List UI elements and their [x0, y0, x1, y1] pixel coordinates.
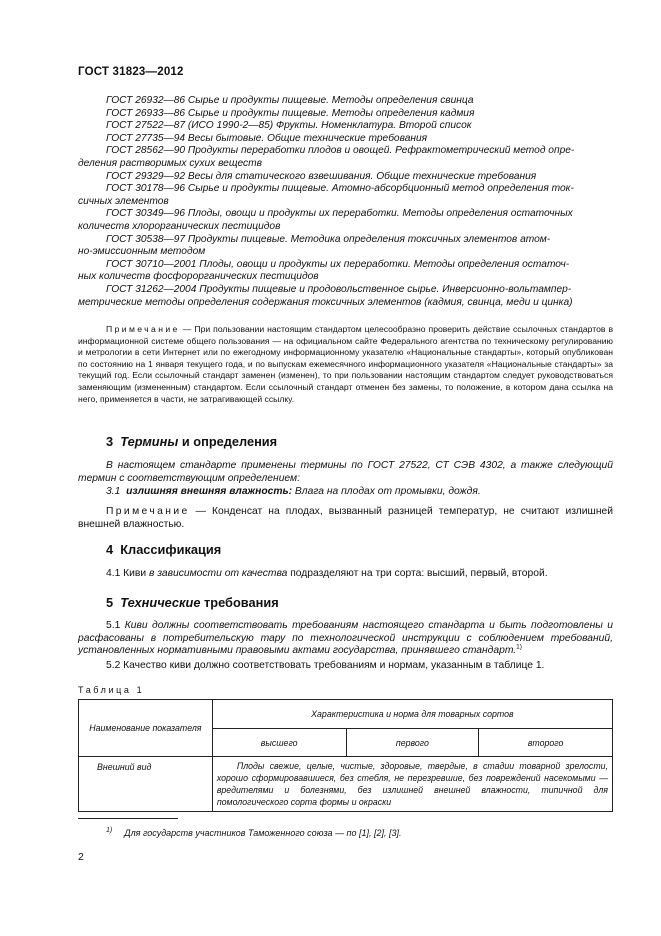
table-header-grade: высшего — [212, 729, 346, 757]
table-header-group: Характеристика и норма для товарных сортов — [212, 700, 612, 729]
reference-item-continuation: метрические методы определения содержания токсичных элементов (кадмия, свинца, меди и цинка) — [78, 296, 573, 308]
term-definition: 3.1 излишняя внешняя влажность: Влага на плодах от промывки, дождя. — [106, 486, 481, 497]
reference-item-continuation: сичных элементов — [78, 195, 169, 207]
section-3-intro: В настоящем стандарте применены термины по ГОСТ 27522, СТ СЭВ 4302, а также следующий термин с соответствующим определением: — [78, 460, 613, 484]
normative-references-list — [78, 95, 613, 309]
reference-item: ГОСТ 28562—90 Продукты переработки плодов и овощей. Рефрактометрический метод опре- — [106, 145, 575, 157]
reference-item: ГОСТ 26933—86 Сырье и продукты пищевые. Методы определения кадмия — [106, 107, 475, 119]
note-text: — При пользовании настоящим стандартом целесообразно проверить действие ссылочных стандартов в информационной системе общего пользования — на официальном сайте Федерального агентства по техническому регулированию и метрологии в сети Интернет или по ежегодному информационному указателю «Национальные стандарты», который опубликован по состоянию на 1 января текущего года, и по выпускам ежемесячного информационного указателя «Национальные стандарты» за текущий год. Если ссылочный стандарт заменен (изменен), то при пользовании настоящим стандартом следует руководствоваться заменяющим (измененным) стандартом. Если ссылочный стандарт отменен без замены, то положение, в котором дана ссылка на него, применяется в части, не затрагивающей ссылку. — [78, 324, 614, 404]
reference-item: ГОСТ 30349—96 Плоды, овощи и продукты их переработки. Методы определения остаточных — [106, 208, 573, 220]
reference-item-continuation: деления растворимых сухих веществ — [78, 157, 262, 169]
reference-item: ГОСТ 26932—86 Сырье и продукты пищевые. Методы определения свинца — [106, 95, 474, 106]
references-note — [78, 324, 613, 405]
reference-item: ГОСТ 27522—87 (ИСО 1990-2—85) Фрукты. Номенклатура. Второй список — [106, 120, 472, 132]
reference-item: ГОСТ 31262—2004 Продукты пищевые и продовольственное сырье. Инверсионно-вольтампер- — [106, 283, 572, 295]
section-3-heading: 3 Термины и определения — [106, 434, 278, 449]
reference-item: ГОСТ 30538—97 Продукты пищевые. Методика определения токсичных элементов атом- — [106, 233, 551, 245]
table-header-indicator: Наименование показателя — [79, 700, 213, 757]
section-4-heading: 4 Классификация — [106, 542, 222, 557]
table-caption: Таблица 1 — [78, 685, 145, 695]
section-5-heading: 5 Технические требования — [106, 595, 279, 610]
footnote-divider — [78, 818, 178, 819]
document-header: ГОСТ 31823—2012 — [78, 66, 184, 78]
reference-item: ГОСТ 29329—92 Весы для статического взвешивания. Общие технические требования — [106, 170, 537, 182]
note-label: Примечание — [106, 324, 180, 334]
table-cell-value: Плоды свежие, целые, чистые, здоровые, твердые, в стадии товарной зрелости, хорошо сформировавшиеся, без стебля, не перезревшие, без повреждений насекомыми — вредителями и болезнями, без излишней внешней влажности, типичной для помологического сорта формы и окраски — [212, 757, 612, 812]
page-number: 2 — [78, 851, 84, 863]
section-5-paragraph-2: 5.2 Качество киви должно соответствовать требованиям и нормам, указанным в таблице 1. — [106, 660, 545, 671]
reference-item: ГОСТ 30710—2001 Плоды, овощи и продукты их переработки. Методы определения остаточ- — [106, 258, 570, 270]
reference-item-continuation: но-эмиссионным методом — [78, 246, 206, 258]
reference-item: ГОСТ 30178—96 Сырье и продукты пищевые. Атомно-абсорбционный метод определения ток- — [106, 183, 574, 195]
table-row — [79, 757, 613, 812]
table-1 — [78, 699, 613, 812]
section-3-note: Примечание — Конденсат на плодах, вызванный разницей температур, не считают излишней внешней влажностью. — [78, 506, 613, 530]
table-cell-indicator: Внешний вид — [79, 757, 213, 812]
section-5-paragraph-1: 5.1 Киви должны соответствовать требованиям настоящего стандарта и быть подготовлены и расфасованы в потребительскую тару по технологической инструкции с соблюдением требований, установленных нормативными правовыми актами государства, принявшего стандарт.$^{1)}$ — [78, 620, 613, 657]
reference-item-continuation: количеств хлорорганических пестицидов — [78, 220, 281, 232]
reference-item: ГОСТ 27735—94 Весы бытовые. Общие технические требования — [106, 132, 428, 144]
footnote: $^{1)}$ Для государств участников Таможенного союза — по [1], [2], [3]. — [106, 827, 402, 838]
table-header-grade: первого — [346, 729, 479, 757]
reference-item-continuation: ных количеств фосфорорганических пестицидов — [78, 271, 319, 283]
section-4-paragraph: 4.1 Киви в зависимости от качества подразделяют на три сорта: высший, первый, второй. — [106, 568, 548, 579]
table-header-grade: второго — [479, 729, 613, 757]
